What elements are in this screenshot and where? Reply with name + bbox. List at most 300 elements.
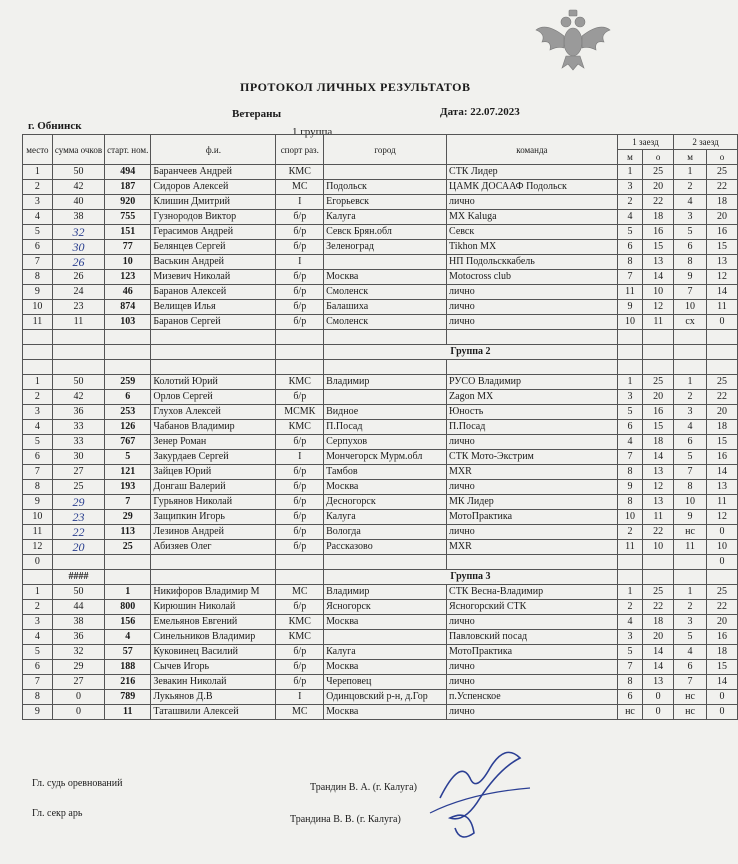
race1-place-cell: 5 (617, 645, 642, 660)
city-cell: Егорьевск (324, 195, 447, 210)
race2-points-cell: 15 (706, 435, 737, 450)
city-cell (324, 390, 447, 405)
rank-cell: КМС (276, 420, 324, 435)
race1-place-cell: 10 (617, 315, 642, 330)
race1-points-cell: 25 (643, 375, 674, 390)
rank-cell: МС (276, 585, 324, 600)
start-number-cell: 151 (105, 225, 151, 240)
name-cell: Баранов Сергей (151, 315, 276, 330)
race2-place-cell: 7 (674, 465, 707, 480)
race2-points-cell: 12 (706, 270, 737, 285)
sum-cell: 50 (52, 375, 104, 390)
table-row (23, 390, 738, 405)
place-cell: 1 (23, 375, 53, 390)
name-cell: Сычев Игорь (151, 660, 276, 675)
race1-points-cell: 14 (643, 270, 674, 285)
name-cell: Чабанов Владимир (151, 420, 276, 435)
place-cell: 4 (23, 420, 53, 435)
sum-cell: 24 (52, 285, 104, 300)
rank-cell: КМС (276, 165, 324, 180)
group-3-header (23, 570, 738, 585)
name-cell: Куковинец Василий (151, 645, 276, 660)
table-row (23, 435, 738, 450)
empty-cell (706, 345, 737, 360)
empty-cell (617, 345, 642, 360)
race2-points-cell: 15 (706, 660, 737, 675)
race2-place-cell: 2 (674, 390, 707, 405)
col-race2: 2 заезд (674, 135, 738, 150)
team-cell: п.Успенское (447, 690, 618, 705)
group-1-label: 1 группа (292, 126, 333, 138)
race1-points-cell: 10 (643, 540, 674, 555)
rank-cell: б/р (276, 525, 324, 540)
col-rank: спорт раз. (276, 135, 324, 165)
table-row (23, 270, 738, 285)
team-cell: лично (447, 525, 618, 540)
name-cell: Гурьянов Николай (151, 495, 276, 510)
name-cell: Баранчеев Андрей (151, 165, 276, 180)
empty-cell (276, 360, 324, 375)
race1-place-cell: нс (617, 705, 642, 720)
sum-cell: 30 (52, 450, 104, 465)
rank-cell: КМС (276, 375, 324, 390)
name-cell: Лукьянов Д.В (151, 690, 276, 705)
race1-place-cell: 3 (617, 630, 642, 645)
start-number-cell: 920 (105, 195, 151, 210)
rank-cell: б/р (276, 390, 324, 405)
sum-cell: 11 (52, 315, 104, 330)
race2-points-cell: 13 (706, 255, 737, 270)
race2-points-cell: 11 (706, 495, 737, 510)
race2-place-cell: 3 (674, 405, 707, 420)
empty-cell (52, 345, 104, 360)
table-row (23, 225, 738, 240)
race2-points-cell: 16 (706, 630, 737, 645)
race2-place-cell: 8 (674, 255, 707, 270)
protocol-title: ПРОТОКОЛ ЛИЧНЫХ РЕЗУЛЬТАТОВ (240, 80, 471, 94)
place-cell: 7 (23, 675, 53, 690)
race1-place-cell: 5 (617, 405, 642, 420)
table-row (23, 480, 738, 495)
table-row (23, 405, 738, 420)
race1-points-cell: 13 (643, 255, 674, 270)
start-number-cell: 767 (105, 435, 151, 450)
race2-points-cell: 0 (706, 690, 737, 705)
start-number-cell: 494 (105, 165, 151, 180)
race2-points-cell: 16 (706, 450, 737, 465)
sum-cell: 32 (52, 645, 104, 660)
race1-points-cell: 14 (643, 660, 674, 675)
sum-cell: 32 (52, 225, 104, 240)
rank-cell: б/р (276, 675, 324, 690)
team-cell: лично (447, 435, 618, 450)
place-cell: 4 (23, 630, 53, 645)
place-cell: 10 (23, 510, 53, 525)
rank-cell: МС (276, 705, 324, 720)
race2-points-cell: 25 (706, 165, 737, 180)
team-cell: лично (447, 300, 618, 315)
table-row (23, 165, 738, 180)
place-cell: 9 (23, 285, 53, 300)
name-cell: Велищев Илья (151, 300, 276, 315)
race1-points-cell: 11 (643, 510, 674, 525)
table-row (23, 690, 738, 705)
category-label: Ветераны (232, 108, 282, 120)
rank-cell: б/р (276, 225, 324, 240)
race2-points-cell: 0 (706, 315, 737, 330)
team-cell: лично (447, 660, 618, 675)
col-city: город (324, 135, 447, 165)
col-race1: 1 заезд (617, 135, 673, 150)
place-cell: 12 (23, 540, 53, 555)
rank-cell: I (276, 450, 324, 465)
team-cell: Ясногорский СТК (447, 600, 618, 615)
name-cell: Абизяев Олег (151, 540, 276, 555)
race2-points-cell: 25 (706, 585, 737, 600)
race1-points-cell: 25 (643, 585, 674, 600)
race1-points-cell: 14 (643, 450, 674, 465)
place-cell: 5 (23, 645, 53, 660)
table-row (23, 705, 738, 720)
rank-cell: б/р (276, 540, 324, 555)
name-cell: Герасимов Андрей (151, 225, 276, 240)
race1-place-cell: 5 (617, 225, 642, 240)
table-row (23, 540, 738, 555)
start-number-cell: 126 (105, 420, 151, 435)
rank-cell: б/р (276, 210, 324, 225)
start-number-cell: 193 (105, 480, 151, 495)
race1-points-cell: 12 (643, 300, 674, 315)
team-cell: МотоПрактика (447, 510, 618, 525)
race2-points-cell: 20 (706, 210, 737, 225)
empty-cell (643, 570, 674, 585)
name-cell: Васькин Андрей (151, 255, 276, 270)
name-cell: Никифоров Владимир М (151, 585, 276, 600)
race2-place-cell: нс (674, 705, 707, 720)
sum-cell: 25 (52, 480, 104, 495)
start-number-cell: 1 (105, 585, 151, 600)
empty-cell (447, 330, 618, 345)
race1-place-cell: 4 (617, 435, 642, 450)
name-cell: Донгаш Валерий (151, 480, 276, 495)
place-cell: 1 (23, 585, 53, 600)
race1-place-cell: 3 (617, 390, 642, 405)
sum-cell: 23 (52, 300, 104, 315)
name-cell: Зайцев Юрий (151, 465, 276, 480)
sum-cell: 50 (52, 165, 104, 180)
race2-place-cell: 3 (674, 615, 707, 630)
table-row (23, 315, 738, 330)
race2-place-cell: 6 (674, 240, 707, 255)
race2-points-cell: 0 (706, 705, 737, 720)
zero-row (23, 555, 738, 570)
start-number-cell: 103 (105, 315, 151, 330)
secretary-name: Трандина В. В. (г. Калуга) (290, 814, 401, 825)
table-row (23, 210, 738, 225)
rank-cell: МС (276, 180, 324, 195)
name-cell: Кирюшин Николай (151, 600, 276, 615)
race1-place-cell: 1 (617, 375, 642, 390)
table-row (23, 645, 738, 660)
team-cell: СТК Весна-Владимир (447, 585, 618, 600)
race1-points-cell: 10 (643, 285, 674, 300)
city-cell: Москва (324, 270, 447, 285)
place-cell: 2 (23, 390, 53, 405)
team-cell: П.Посад (447, 420, 618, 435)
table-row (23, 525, 738, 540)
race2-place-cell: сх (674, 315, 707, 330)
col-o1: о (643, 150, 674, 165)
race1-points-cell: 20 (643, 630, 674, 645)
place-cell: 8 (23, 480, 53, 495)
race2-points-cell: 25 (706, 375, 737, 390)
race1-points-cell: 13 (643, 465, 674, 480)
city-cell: Череповец (324, 675, 447, 690)
empty-cell (151, 570, 276, 585)
sum-cell: 50 (52, 585, 104, 600)
name-cell: Мизевич Николай (151, 270, 276, 285)
sum-cell: 20 (52, 540, 104, 555)
race1-points-cell: 0 (643, 705, 674, 720)
rank-cell: МСМК (276, 405, 324, 420)
sum-cell: 26 (52, 270, 104, 285)
table-row (23, 615, 738, 630)
city-cell: Москва (324, 660, 447, 675)
sum-cell: 42 (52, 180, 104, 195)
empty-cell (447, 360, 618, 375)
city-cell: Одинцовский р-н, д.Гор (324, 690, 447, 705)
start-number-cell: 6 (105, 390, 151, 405)
team-cell: Севск (447, 225, 618, 240)
rank-cell: б/р (276, 480, 324, 495)
place-cell: 9 (23, 705, 53, 720)
race2-place-cell: нс (674, 525, 707, 540)
group-2-header (23, 345, 738, 360)
city-cell: Мончегорск Мурм.обл (324, 450, 447, 465)
city-cell (324, 255, 447, 270)
race1-place-cell: 8 (617, 255, 642, 270)
race2-points-cell: 12 (706, 510, 737, 525)
judge-name: Трандин В. А. (г. Калуга) (310, 782, 417, 793)
race1-place-cell: 9 (617, 300, 642, 315)
rank-cell: б/р (276, 285, 324, 300)
start-number-cell: 874 (105, 300, 151, 315)
col-sum: сумма очков (52, 135, 104, 165)
team-cell: MXR (447, 540, 618, 555)
sum-cell: 27 (52, 675, 104, 690)
team-cell: Zagon MX (447, 390, 618, 405)
place-cell: 6 (23, 450, 53, 465)
team-cell: Павловский посад (447, 630, 618, 645)
rank-cell: КМС (276, 615, 324, 630)
place-cell: 3 (23, 615, 53, 630)
city-cell: Зеленоград (324, 240, 447, 255)
name-cell: Колотий Юрий (151, 375, 276, 390)
race1-points-cell: 16 (643, 225, 674, 240)
city-cell: Видное (324, 405, 447, 420)
race2-points-cell: 18 (706, 195, 737, 210)
start-number-cell: 10 (105, 255, 151, 270)
sum-cell: 44 (52, 600, 104, 615)
hash-cell: #### (52, 570, 104, 585)
race2-place-cell: 3 (674, 210, 707, 225)
group-2-header-label: Группа 2 (324, 345, 618, 360)
empty-cell (105, 555, 151, 570)
race2-points-cell: 18 (706, 420, 737, 435)
race2-place-cell: 4 (674, 195, 707, 210)
empty-cell (674, 345, 707, 360)
secretary-label: Гл. секр арь (32, 808, 83, 819)
rank-cell: б/р (276, 315, 324, 330)
team-cell: Юность (447, 405, 618, 420)
race1-points-cell: 20 (643, 390, 674, 405)
rank-cell: б/р (276, 300, 324, 315)
table-row (23, 195, 738, 210)
place-cell: 3 (23, 195, 53, 210)
empty-cell (23, 570, 53, 585)
team-cell: лично (447, 705, 618, 720)
rank-cell: б/р (276, 495, 324, 510)
place-cell: 7 (23, 465, 53, 480)
place-cell: 5 (23, 225, 53, 240)
place-cell: 4 (23, 210, 53, 225)
team-cell: МотоПрактика (447, 645, 618, 660)
city-cell: Смоленск (324, 315, 447, 330)
race2-points-cell: 20 (706, 405, 737, 420)
empty-cell (674, 570, 707, 585)
race2-place-cell: 4 (674, 420, 707, 435)
empty-cell (276, 345, 324, 360)
sum-cell: 42 (52, 390, 104, 405)
place-cell: 7 (23, 255, 53, 270)
race1-points-cell: 20 (643, 180, 674, 195)
rank-cell: б/р (276, 660, 324, 675)
city-cell (324, 630, 447, 645)
sum-cell: 33 (52, 435, 104, 450)
city-cell: Калуга (324, 510, 447, 525)
race2-place-cell: 1 (674, 165, 707, 180)
race2-place-cell: 9 (674, 270, 707, 285)
start-number-cell: 187 (105, 180, 151, 195)
empty-cell (617, 555, 642, 570)
empty-cell (151, 360, 276, 375)
race2-points-cell: 13 (706, 480, 737, 495)
rank-cell: б/р (276, 270, 324, 285)
start-number-cell: 29 (105, 510, 151, 525)
name-cell: Баранов Алексей (151, 285, 276, 300)
place-cell: 11 (23, 525, 53, 540)
race2-place-cell: 8 (674, 480, 707, 495)
name-cell: Защипкин Игорь (151, 510, 276, 525)
city-cell: Ясногорск (324, 600, 447, 615)
race2-points-cell: 0 (706, 525, 737, 540)
team-cell: ЦАМК ДОСААФ Подольск (447, 180, 618, 195)
race2-place-cell: 5 (674, 450, 707, 465)
place-cell: 6 (23, 660, 53, 675)
race1-place-cell: 6 (617, 240, 642, 255)
rank-cell: б/р (276, 240, 324, 255)
empty-cell (617, 330, 642, 345)
sum-cell: 0 (52, 690, 104, 705)
name-cell: Синельников Владимир (151, 630, 276, 645)
start-number-cell: 216 (105, 675, 151, 690)
name-cell: Сидоров Алексей (151, 180, 276, 195)
race1-place-cell: 11 (617, 540, 642, 555)
rank-cell: б/р (276, 645, 324, 660)
race1-points-cell: 18 (643, 210, 674, 225)
start-number-cell: 253 (105, 405, 151, 420)
place-cell: 9 (23, 495, 53, 510)
sum-cell: 30 (52, 240, 104, 255)
table-row (23, 255, 738, 270)
city-cell: Балашиха (324, 300, 447, 315)
start-number-cell: 800 (105, 600, 151, 615)
race1-points-cell: 11 (643, 315, 674, 330)
sum-cell: 36 (52, 405, 104, 420)
race1-points-cell: 0 (643, 690, 674, 705)
race2-place-cell: 5 (674, 630, 707, 645)
city-cell: Серпухов (324, 435, 447, 450)
race1-points-cell: 14 (643, 645, 674, 660)
race1-place-cell: 2 (617, 525, 642, 540)
rank-cell: б/р (276, 510, 324, 525)
race1-place-cell: 2 (617, 600, 642, 615)
rank-cell: I (276, 690, 324, 705)
race2-place-cell: 10 (674, 495, 707, 510)
rank-cell: б/р (276, 435, 324, 450)
city-cell: Вологда (324, 525, 447, 540)
race1-place-cell: 8 (617, 675, 642, 690)
race1-points-cell: 22 (643, 525, 674, 540)
race1-place-cell: 8 (617, 465, 642, 480)
empty-cell (706, 330, 737, 345)
empty-cell (52, 555, 104, 570)
empty-cell (23, 330, 53, 345)
place-cell: 2 (23, 180, 53, 195)
start-number-cell: 188 (105, 660, 151, 675)
empty-cell (643, 555, 674, 570)
team-cell: Tikhon MX (447, 240, 618, 255)
col-m2: м (674, 150, 707, 165)
race1-place-cell: 7 (617, 450, 642, 465)
table-row (23, 600, 738, 615)
team-cell: РУСО Владимир (447, 375, 618, 390)
race2-points-cell: 14 (706, 285, 737, 300)
start-number-cell: 57 (105, 645, 151, 660)
race1-place-cell: 9 (617, 480, 642, 495)
start-number-cell: 4 (105, 630, 151, 645)
start-number-cell: 259 (105, 375, 151, 390)
place-cell: 8 (23, 690, 53, 705)
race2-points-cell: 18 (706, 645, 737, 660)
race1-place-cell: 6 (617, 420, 642, 435)
table-row (23, 630, 738, 645)
rank-cell: КМС (276, 630, 324, 645)
sum-cell: 0 (52, 705, 104, 720)
race2-points-cell: 14 (706, 675, 737, 690)
city-cell (324, 165, 447, 180)
race1-place-cell: 4 (617, 210, 642, 225)
team-cell: Motocross club (447, 270, 618, 285)
col-name: ф.и. (151, 135, 276, 165)
race2-points-cell: 15 (706, 240, 737, 255)
race1-place-cell: 8 (617, 495, 642, 510)
empty-cell (706, 360, 737, 375)
table-row (23, 585, 738, 600)
race2-points-cell: 16 (706, 225, 737, 240)
empty-cell (447, 555, 618, 570)
sum-cell: 38 (52, 615, 104, 630)
